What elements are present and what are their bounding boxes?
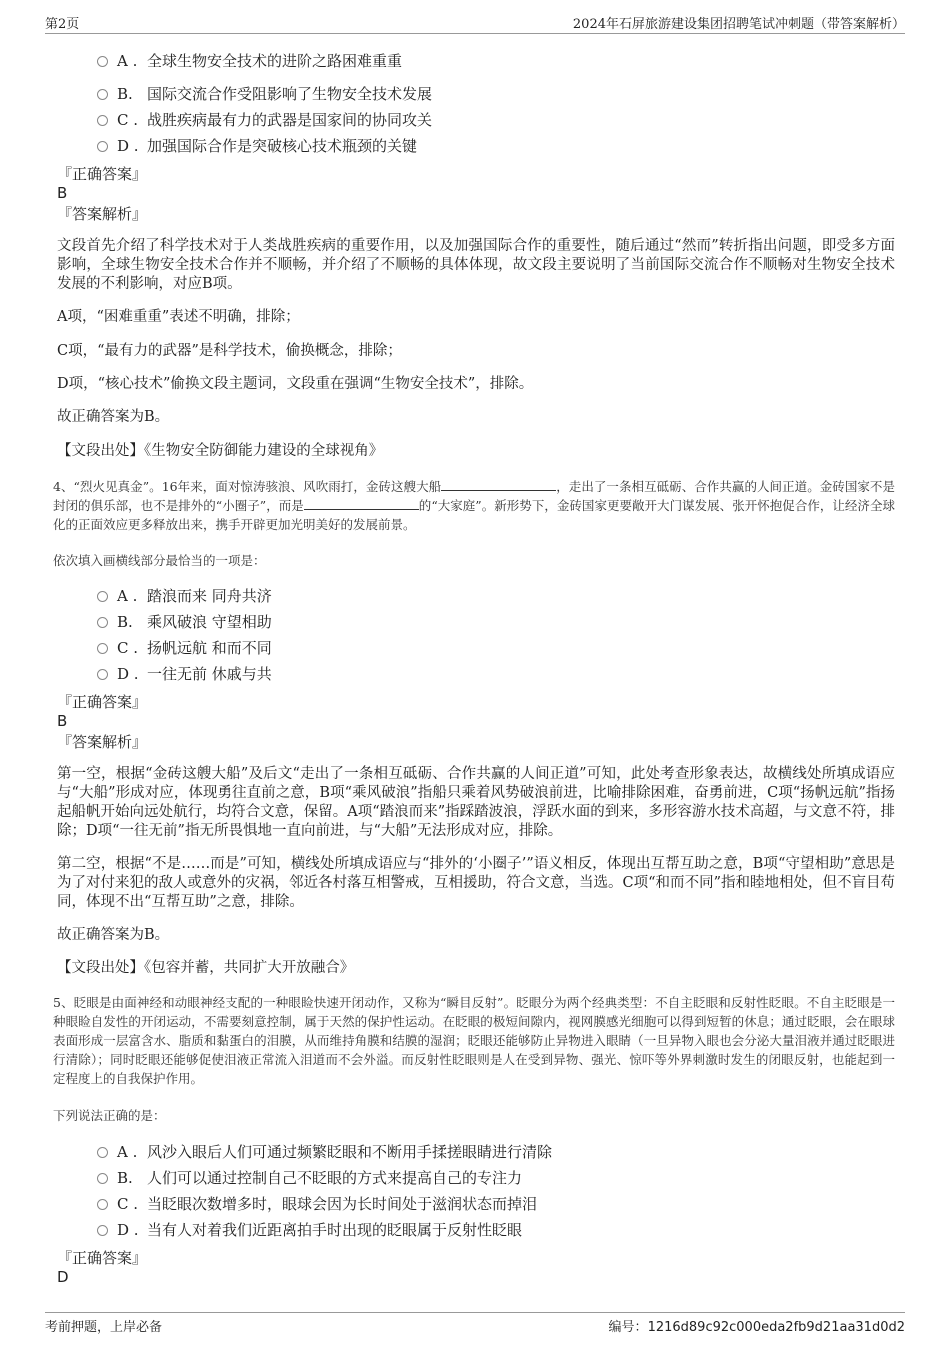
q3-option-d[interactable]: D . 加强国际合作是突破核心技术瓶颈的关键 <box>97 136 417 156</box>
q4-analysis-p1: 第一空，根据“金砖这艘大船”及后文“走出了一条相互砥砺、合作共赢的人间正道”可知，此处考查形象表达，故横线处所填成语应与“大船”形成对应，体现勇往直前之意，B项“乘风破浪”指船只乘着风势破浪前进，比喻排除困难，奋勇前进，C项“扬帆远航”指扬起船帆开始向远处航行，均符合文意，保留。A项“踏浪而来”指踩踏波浪，浮跃水面的到来，多形容游水技术高超，与文意不符，排除；D项“一往无前”指无所畏惧地一直向前进，与“大船”无法形成对应，排除。 <box>57 766 895 839</box>
q4-option-a[interactable]: A . 踏浪而来 同舟共济 <box>97 586 272 606</box>
q3-analysis-p3: C项，“最有力的武器”是科学技术，偷换概念，排除； <box>57 343 402 359</box>
blank-1 <box>441 478 556 491</box>
q3-analysis-label: 『答案解析』 <box>57 205 148 223</box>
q3-option-c[interactable]: C . 战胜疾病最有力的武器是国家间的协同攻关 <box>97 110 432 130</box>
q3-option-a[interactable]: A . 全球生物安全技术的进阶之路困难重重 <box>97 51 402 71</box>
radio-icon[interactable] <box>97 89 108 100</box>
document-code: 编号：1216d89c92c000eda2fb9d21aa31d0d2 <box>608 1320 905 1335</box>
q5-stem: 5、眨眼是由面神经和动眼神经支配的一种眼睑快速开闭动作，又称为“瞬目反射”。眨眼分为两个经典类型：不自主眨眼和反射性眨眼。不自主眨眼是一种眼睑自发性的开闭运动，不需要刻意控制，属于天然的保护性运动。在眨眼的极短间隙内，视网膜感光细胞可以得到短暂的休息；通过眨眼，会在眼球表面形成一层富含水、脂质和黏蛋白的泪膜，从而维持角膜和结膜的湿润；眨眼还能够防止异物进入眼睛（一旦异物入眼也会分泌大量泪液并通过眨眼进行清除）；同时眨眼还能够促使泪液正常流入泪道而不会外溢。而反射性眨眼则是人在受到异物、强光、惊吓等外界刺激时发生的闭眼反射，也能起到一定程度上的自我保护作用。 <box>53 995 895 1086</box>
q4-analysis-p3: 故正确答案为B。 <box>57 927 170 943</box>
q3-analysis-p1: 文段首先介绍了科学技术对于人类战胜疾病的重要作用，以及加强国际合作的重要性，随后通过“然而”转折指出问题，即受多方面影响，全球生物安全技术合作并不顺畅，并介绍了不顺畅的具体体现，故文段主要说明了当前国际交流合作不顺畅对生物安全技术发展的不利影响，对应B项。 <box>57 238 895 292</box>
radio-icon[interactable] <box>97 115 108 126</box>
page-header <box>45 13 905 34</box>
q3-answer: B <box>57 184 68 202</box>
radio-icon[interactable] <box>97 1173 108 1184</box>
q5-option-c[interactable]: C . 当眨眼次数增多时，眼球会因为长时间处于滋润状态而掉泪 <box>97 1194 537 1214</box>
q5-answer-label: 『正确答案』 <box>57 1249 148 1267</box>
q3-answer-label: 『正确答案』 <box>57 165 148 183</box>
q4-analysis-label: 『答案解析』 <box>57 733 148 751</box>
q5-option-b[interactable]: B. 人们可以通过控制自己不眨眼的方式来提高自己的专注力 <box>97 1168 522 1188</box>
radio-icon[interactable] <box>97 591 108 602</box>
radio-icon[interactable] <box>97 669 108 680</box>
q5-answer: D <box>57 1268 69 1286</box>
q4-answer-label: 『正确答案』 <box>57 693 148 711</box>
page-footer <box>45 1312 905 1336</box>
q4-analysis-p2: 第二空，根据“不是……而是”可知，横线处所填成语应与“排外的‘小圈子’”语义相反，体现出互帮互助之意，B项“守望相助”意思是为了对付来犯的敌人或意外的灾祸，邻近各村落互相警戒，互相援助，符合文意，当选。C项“和而不同”指和睦地相处，但不盲目苟同，体现不出“互帮互助”之意，排除。 <box>57 856 895 910</box>
q4-source: 【文段出处】《包容并蓄，共同扩大开放融合》 <box>57 960 355 976</box>
footer-slogan: 考前押题，上岸必备 <box>45 1320 163 1335</box>
radio-icon[interactable] <box>97 1199 108 1210</box>
radio-icon[interactable] <box>97 1147 108 1158</box>
page-number: 第2页 <box>45 17 80 32</box>
radio-icon[interactable] <box>97 643 108 654</box>
q3-analysis-p5: 故正确答案为B。 <box>57 409 170 425</box>
q4-stem: 4、“烈火见真金”。16年来，面对惊涛骇浪、风吹雨打，金砖这艘大船 ，走出了一条相互砥砺、合作共赢的人间正道。金砖国家不是封闭的俱乐部，也不是排外的“小圈子”，而是 的“大家庭”。新形势下，金砖国家更要敞开大门谋发展、张开怀抱促合作，让经济全球化的正面效应更多释放出来，携手开辟更加光明美好的发展前景。 <box>53 479 895 532</box>
document-title: 2024年石屏旅游建设集团招聘笔试冲刺题（带答案解析） <box>572 17 905 32</box>
q5-option-a[interactable]: A . 风沙入眼后人们可通过频繁眨眼和不断用手揉搓眼睛进行清除 <box>97 1142 552 1162</box>
q5-prompt: 下列说法正确的是： <box>53 1108 166 1123</box>
q4-answer: B <box>57 712 68 730</box>
radio-icon[interactable] <box>97 1225 108 1236</box>
q4-option-d[interactable]: D . 一往无前 休戚与共 <box>97 664 272 684</box>
q3-source: 【文段出处】《生物安全防御能力建设的全球视角》 <box>57 443 384 459</box>
q3-analysis-p2: A项，“困难重重”表述不明确，排除； <box>57 309 300 325</box>
radio-icon[interactable] <box>97 141 108 152</box>
radio-icon[interactable] <box>97 617 108 628</box>
q4-option-b[interactable]: B. 乘风破浪 守望相助 <box>97 612 272 632</box>
radio-icon[interactable] <box>97 56 108 67</box>
q4-option-c[interactable]: C . 扬帆远航 和而不同 <box>97 638 272 658</box>
q3-analysis-p4: D项，“核心技术”偷换文段主题词，文段重在强调“生物安全技术”，排除。 <box>57 376 534 392</box>
q3-option-b[interactable]: B. 国际交流合作受阻影响了生物安全技术发展 <box>97 84 432 104</box>
blank-2 <box>304 497 419 510</box>
q4-prompt: 依次填入画横线部分最恰当的一项是： <box>53 553 266 568</box>
q5-option-d[interactable]: D . 当有人对着我们近距离拍手时出现的眨眼属于反射性眨眼 <box>97 1220 522 1240</box>
